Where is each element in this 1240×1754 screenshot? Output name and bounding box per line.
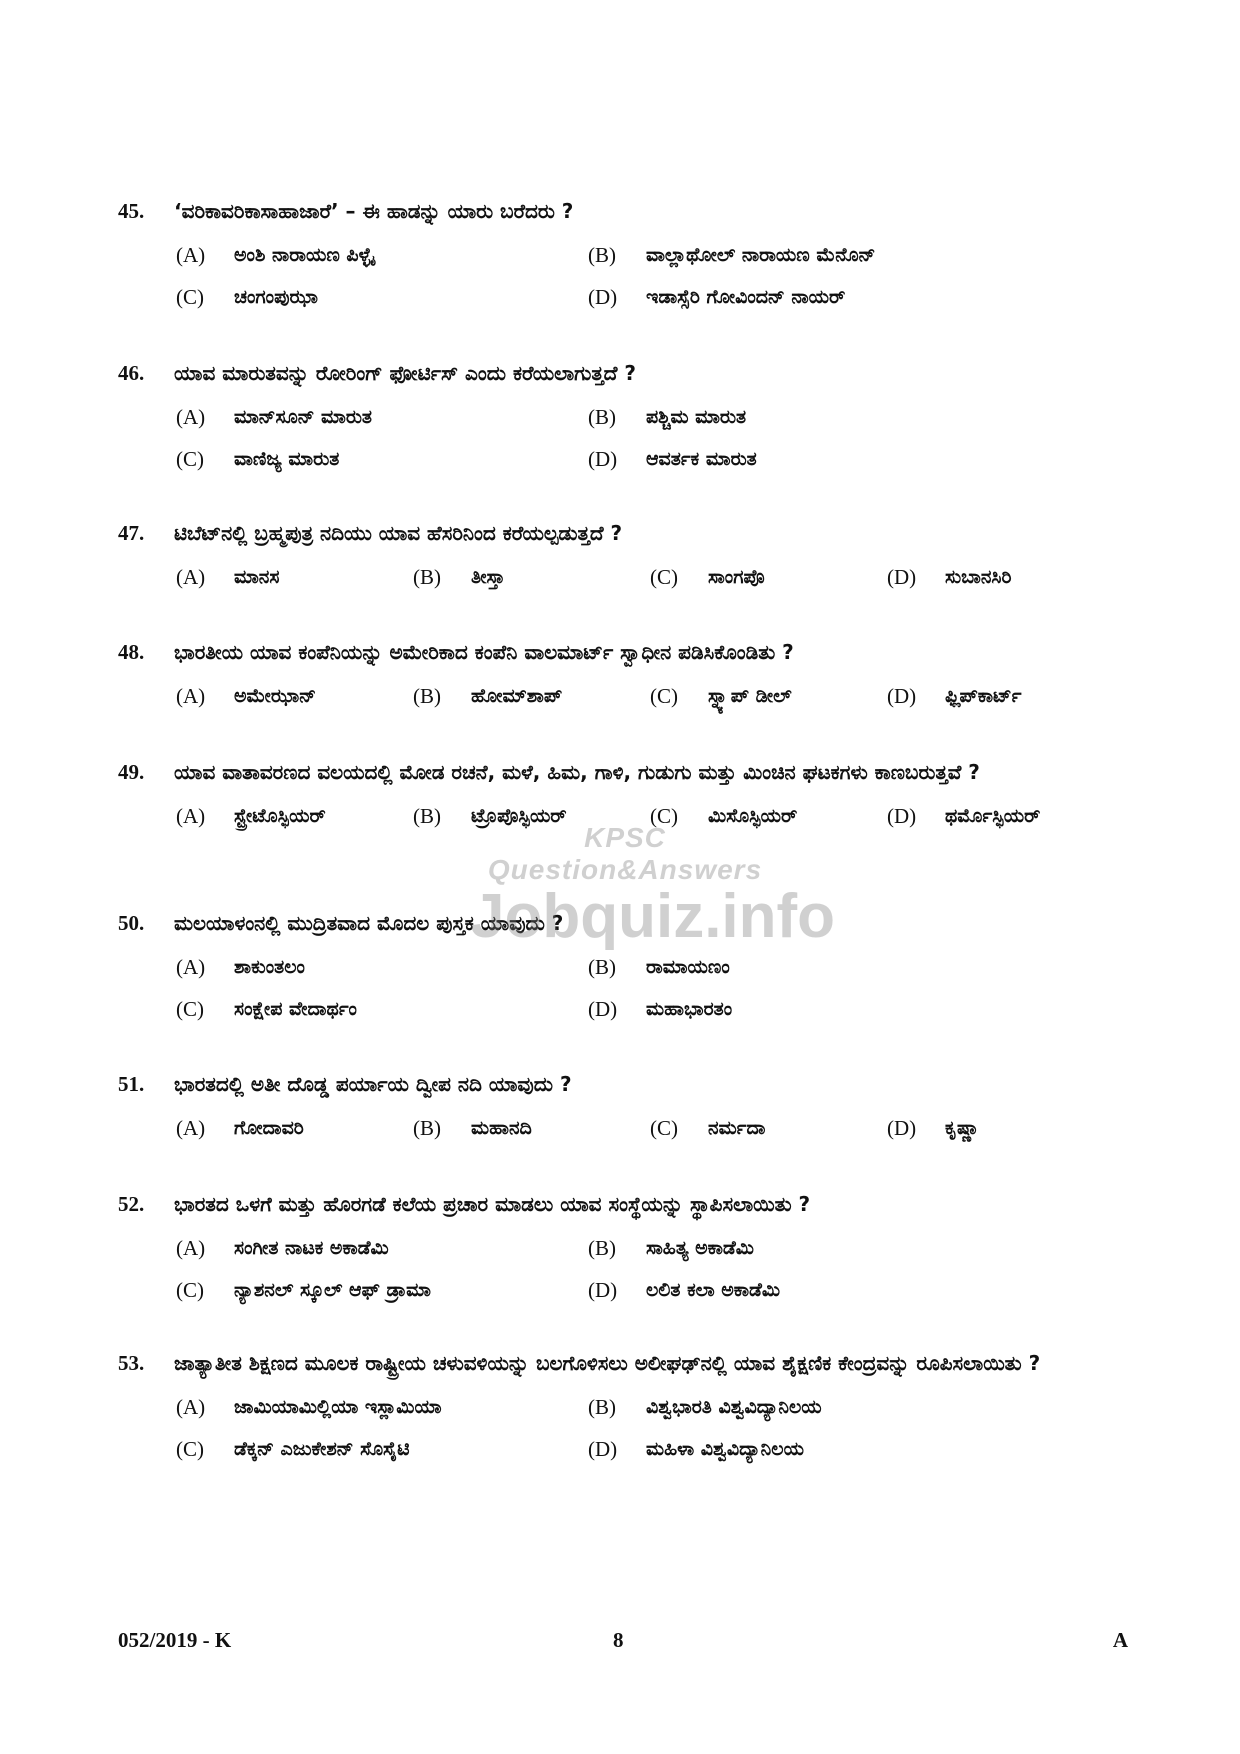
page-number: 8 <box>613 1628 624 1652</box>
option-c: (C) ಸಾಂಗಪೊ <box>650 564 765 589</box>
option-c: (C) ನ್ಯಾಶನಲ್ ಸ್ಕೂಲ್ ಆಫ್ ಡ್ರಾಮಾ <box>176 1277 431 1302</box>
watermark-line-2: Jobquiz.info <box>470 882 836 951</box>
option-c: (C) ವಾಣಿಜ್ಯ ಮಾರುತ <box>176 446 340 471</box>
watermark <box>470 822 836 951</box>
option-d: (D) ಇಡಾಸ್ಸೆರಿ ಗೋವಿಂದನ್ ನಾಯರ್ <box>588 284 846 309</box>
question-text: ಯಾವ ಮಾರುತವನ್ನು ರೋರಿಂಗ್ ಫೋರ್ಟಿಸ್ ಎಂದು ಕರೆಯಲಾಗುತ್ತದೆ ? <box>174 361 636 385</box>
option-a: (A) ಸ್ಟ್ರೇಟೊಸ್ಫಿಯರ್ <box>176 803 326 828</box>
question-number: 47. <box>118 521 145 545</box>
question-number: 46. <box>118 361 145 385</box>
question-text: ಭಾರತೀಯ ಯಾವ ಕಂಪೆನಿಯನ್ನು ಅಮೇರಿಕಾದ ಕಂಪೆನಿ ವಾಲಮಾರ್ಟ್ ಸ್ವಾಧೀನ ಪಡಿಸಿಕೊಂಡಿತು ? <box>174 640 794 664</box>
option-a: (A) ಮಾನ್‌ಸೂನ್ ಮಾರುತ <box>176 404 372 429</box>
question-number: 49. <box>118 760 145 784</box>
option-c: (C) ಸಂಕ್ಷೇಪ ವೇದಾರ್ಥಂ <box>176 996 357 1021</box>
option-a: (A) ಗೋದಾವರಿ <box>176 1115 304 1140</box>
question-number: 50. <box>118 911 145 935</box>
option-b: (B) ಟ್ರೊಪೊಸ್ಫಿಯರ್ <box>413 803 567 828</box>
option-d: (D) ಲಲಿತ ಕಲಾ ಅಕಾಡೆಮಿ <box>588 1277 781 1302</box>
option-d: (D) ಸುಬಾನಸಿರಿ <box>887 564 1012 589</box>
question-51 <box>118 1069 1128 1149</box>
option-c: (C) ನರ್ಮದಾ <box>650 1115 766 1140</box>
option-b: (B) ತೀಸ್ತಾ <box>413 564 505 589</box>
option-b: (B) ವಿಶ್ವಭಾರತಿ ವಿಶ್ವವಿದ್ಯಾನಿಲಯ <box>588 1394 822 1419</box>
question-46 <box>118 358 1128 480</box>
option-a: (A) ಜಾಮಿಯಾಮಿಲ್ಲಿಯಾ ಇಸ್ಲಾಮಿಯಾ <box>176 1394 442 1419</box>
series-letter: A <box>1112 1628 1128 1652</box>
option-a: (A) ಸಂಗೀತ ನಾಟಕ ಅಕಾಡೆಮಿ <box>176 1235 389 1260</box>
question-text: ಭಾರತದಲ್ಲಿ ಅತೀ ದೊಡ್ಡ ಪರ್ಯಾಯ ದ್ವೀಪ ನದಿ ಯಾವುದು ? <box>174 1072 572 1096</box>
question-number: 51. <box>118 1072 145 1096</box>
question-number: 53. <box>118 1351 145 1375</box>
question-text: ‘ವರಿಕಾವರಿಕಾಸಾಹಾಜಾರೆ’ – ಈ ಹಾಡನ್ನು ಯಾರು ಬರೆದರು ? <box>174 199 574 223</box>
option-d: (D) ಮಹಿಳಾ ವಿಶ್ವವಿದ್ಯಾನಿಲಯ <box>588 1436 804 1461</box>
option-a: (A) ಮಾನಸ <box>176 564 280 589</box>
option-c: (C) ಮಿಸೊಸ್ಫಿಯರ್ <box>650 803 798 828</box>
option-d: (D) ಮಹಾಭಾರತಂ <box>588 996 733 1021</box>
option-c: (C) ಡೆಕ್ಕನ್ ಎಜುಕೇಶನ್ ಸೊಸೈಟಿ <box>176 1436 410 1461</box>
question-text: ಯಾವ ವಾತಾವರಣದ ವಲಯದಲ್ಲಿ ಮೋಡ ರಚನೆ, ಮಳೆ, ಹಿಮ, ಗಾಳಿ, ಗುಡುಗು ಮತ್ತು ಮಿಂಚಿನ ಘಟಕಗಳು ಕಾಣಬರುತ್ತವೆ ? <box>174 760 980 784</box>
option-b: (B) ಪಶ್ಚಿಮ ಮಾರುತ <box>588 404 747 429</box>
option-b: (B) ವಾಲ್ಲಾಥೋಲ್ ನಾರಾಯಣ ಮೆನೊನ್ <box>588 242 876 267</box>
option-c: (C) ಚಂಗಂಪುಝಾ <box>176 284 318 309</box>
option-d: (D) ಫ್ಲಿಪ್‌ಕಾರ್ಟ್ <box>887 683 1022 708</box>
question-number: 52. <box>118 1192 145 1216</box>
watermark-line-1: KPSC Question&Answers <box>487 822 763 885</box>
question-47 <box>118 518 1128 598</box>
question-text: ಟಿಬೆಟ್‌ನಲ್ಲಿ ಬ್ರಹ್ಮಪುತ್ರ ನದಿಯು ಯಾವ ಹೆಸರಿನಿಂದ ಕರೆಯಲ್ಪಡುತ್ತದೆ ? <box>174 521 623 545</box>
question-text: ಭಾರತದ ಒಳಗೆ ಮತ್ತು ಹೊರಗಡೆ ಕಲೆಯ ಪ್ರಚಾರ ಮಾಡಲು ಯಾವ ಸಂಸ್ಥೆಯನ್ನು ಸ್ಥಾಪಿಸಲಾಯಿತು ? <box>174 1192 811 1216</box>
option-a: (A) ಶಾಕುಂತಲಂ <box>176 954 305 979</box>
question-45 <box>118 196 1128 318</box>
question-53 <box>118 1348 1128 1470</box>
question-number: 48. <box>118 640 145 664</box>
question-text: ಜಾತ್ಯಾತೀತ ಶಿಕ್ಷಣದ ಮೂಲಕ ರಾಷ್ಟ್ರೀಯ ಚಳುವಳಿಯನ್ನು ಬಲಗೊಳಿಸಲು ಅಲೀಘಢ್‌ನಲ್ಲಿ ಯಾವ ಶೈಕ್ಷಣಿಕ ಕೇಂದ್ರವನ್ನು ರೂಪಿಸಲಾಯಿತು ? <box>174 1351 1041 1375</box>
page-footer <box>118 1628 1128 1658</box>
question-52 <box>118 1189 1128 1311</box>
option-d: (D) ಥರ್ಮೊಸ್ಫಿಯರ್ <box>887 803 1041 828</box>
option-b: (B) ಮಹಾನದಿ <box>413 1115 532 1140</box>
option-b: (B) ರಾಮಾಯಣಂ <box>588 954 730 979</box>
question-number: 45. <box>118 199 145 223</box>
paper-code: 052/2019 - K <box>118 1628 232 1652</box>
option-b: (B) ಸಾಹಿತ್ಯ ಅಕಾಡೆಮಿ <box>588 1235 754 1260</box>
option-a: (A) ಅಮೇಝಾನ್ <box>176 683 316 708</box>
option-a: (A) ಅಂಶಿ ನಾರಾಯಣ ಪಿಳ್ಳೈ <box>176 242 375 267</box>
option-b: (B) ಹೋಮ್‌ಶಾಪ್ <box>413 683 563 708</box>
option-c: (C) ಸ್ನ್ಯಾಪ್ ಡೀಲ್ <box>650 683 792 708</box>
question-text: ಮಲಯಾಳಂನಲ್ಲಿ ಮುದ್ರಿತವಾದ ಮೊದಲ ಪುಸ್ತಕ ಯಾವುದು ? <box>174 911 564 935</box>
option-d: (D) ಆವರ್ತಕ ಮಾರುತ <box>588 446 757 471</box>
question-48 <box>118 637 1128 717</box>
option-d: (D) ಕೃಷ್ಣಾ <box>887 1115 980 1140</box>
